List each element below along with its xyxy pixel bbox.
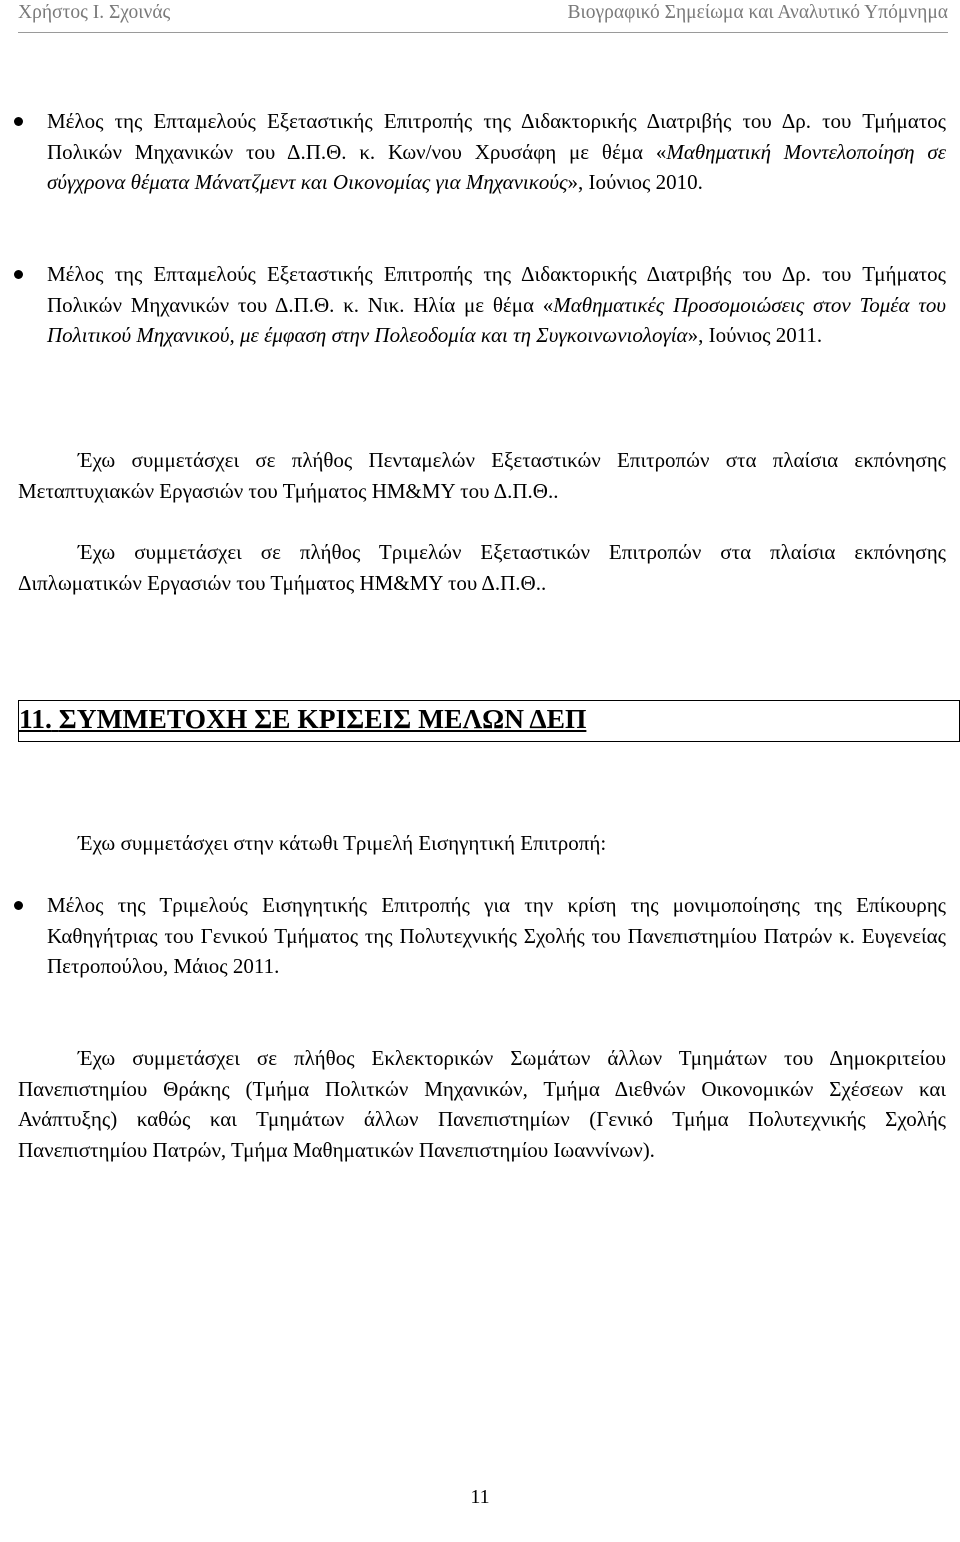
header-rule: [18, 32, 948, 33]
section-number: 11.: [19, 703, 52, 734]
thesis-title: Μαθηματικές Προσομοιώσεις στον Τομέα του Πολιτικού Μηχανικού, με έμφαση στην Πολεοδομία και τη Συγκοινωνιολογία: [47, 292, 946, 348]
bullet-icon: [14, 117, 23, 126]
paragraph-diploma-committees: Έχω συμμετάσχει σε πλήθος Τριμελών Εξεταστικών Επιτροπών στα πλαίσια εκπόνησης Διπλωματικών Εργασιών του Τμήματος ΗΜ&ΜΥ του Δ.Π.Θ..: [18, 540, 946, 595]
item-text: Μέλος της Επταμελούς Εξεταστικής Επιτροπής της Διδακτορικής Διατριβής του Δρ. του Τμήματος Πολικών Μηχανικών του Δ.Π.Θ. κ. Κων/νου Χρυσάφη με θέμα «: [47, 109, 946, 164]
page-number: 11: [470, 1486, 490, 1508]
list-item-tenure-committee: [47, 890, 946, 982]
bullet-icon: [14, 270, 23, 279]
paragraph-intro: Έχω συμμετάσχει στην κάτωθι Τριμελή Εισηγητική Επιτροπή:: [78, 831, 607, 855]
header-doc-title: Βιογραφικό Σημείωμα και Αναλυτικό Υπόμνημα: [567, 2, 948, 23]
item-text: Μέλος της Επταμελούς Εξεταστικής Επιτροπής της Διδακτορικής Διατριβής του Δρ. του Τμήματος Πολικών Μηχανικών του Δ.Π.Θ. κ. Νικ. Ηλία με θέμα «: [47, 262, 946, 317]
item-text-end: », Ιούνιος 2010.: [567, 170, 703, 195]
thesis-title: Μαθηματική Μοντελοποίηση σε σύγχρονα θέματα Μάνατζμεντ και Οικονομίας για Μηχανικούς: [47, 139, 946, 195]
paragraph-masters-committees: Έχω συμμετάσχει σε πλήθος Πενταμελών Εξεταστικών Επιτροπών στα πλαίσια εκπόνησης Μεταπτυχιακών Εργασιών του Τμήματος ΗΜ&ΜΥ του Δ.Π.Θ..: [18, 448, 946, 503]
section-heading-box: [18, 700, 960, 742]
bullet-icon: [14, 901, 23, 910]
section-title-text: ΣΥΜΜΕΤΟΧΗ ΣΕ ΚΡΙΣΕΙΣ ΜΕΛΩΝ ΔΕΠ: [58, 703, 587, 734]
section-title: [19, 703, 586, 735]
item-text: Μέλος της Τριμελούς Εισηγητικής Επιτροπής για την κρίση της μονιμοποίησης της Επίκουρης Καθηγήτριας του Γενικού Τμήματος της Πολυτεχνικής Σχολής του Πανεπιστημίου Πατρών κ. Ευγενείας Πετροπούλου, Μάιος 2011.: [47, 893, 946, 979]
list-item-committee-ilias: [47, 259, 946, 351]
list-item-committee-chrysafis: [47, 106, 946, 198]
paragraph-electoral-bodies: Έχω συμμετάσχει σε πλήθος Εκλεκτορικών Σωμάτων άλλων Τμημάτων του Δημοκριτείου Πανεπιστημίου Θράκης (Τμήμα Πολιτκών Μηχανικών, Τμήμα Διεθνών Οικονομικών Σχέσεων και Ανάπτυξης) καθώς και Τμημάτων άλλων Πανεπιστημίων (Γενικό Τμήμα Πολυτεχνικής Σχολής Πανεπιστημίου Πατρών, Τμήμα Μαθηματικών Πανεπιστημίου Ιωαννίνων).: [18, 1046, 946, 1162]
header-author: Χρήστος Ι. Σχοινάς: [18, 2, 171, 23]
item-text-end: », Ιούνιος 2011.: [687, 323, 823, 348]
